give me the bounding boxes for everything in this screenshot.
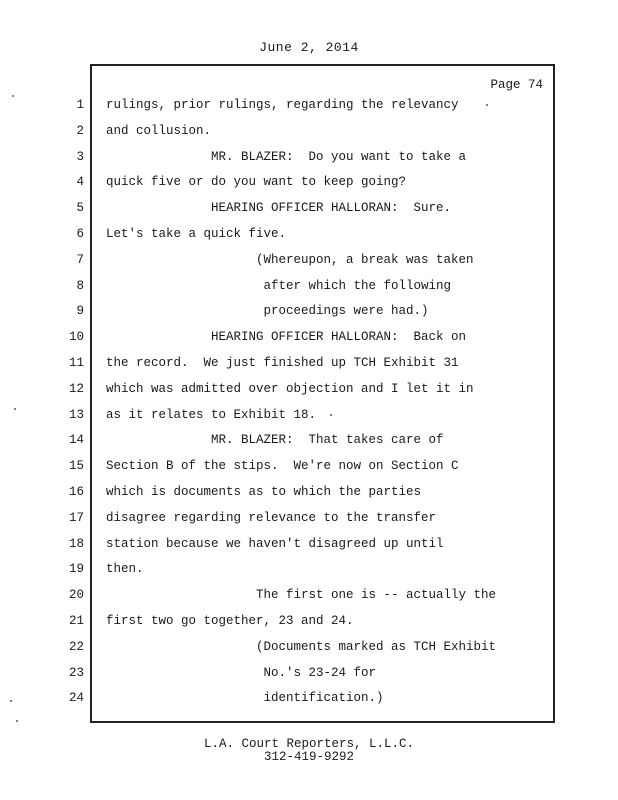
line-text: which was admitted over objection and I let it in: [106, 381, 474, 396]
transcript-line: [0, 532, 618, 558]
transcript-line: [0, 377, 618, 403]
scan-speck: [330, 414, 332, 416]
transcript-line: [0, 248, 618, 274]
transcript-line: [0, 428, 618, 454]
line-number: 21: [68, 613, 84, 628]
line-number: 23: [68, 665, 84, 680]
line-text: rulings, prior rulings, regarding the relevancy: [106, 98, 459, 112]
line-number: 6: [76, 226, 84, 241]
line-text: MR. BLAZER: Do you want to take a: [106, 149, 467, 164]
line-number: 11: [68, 355, 84, 370]
transcript-line: [0, 557, 618, 583]
line-number: 4: [76, 175, 84, 190]
transcript-line: [0, 325, 618, 351]
line-text: HEARING OFFICER HALLORAN: Sure.: [106, 201, 452, 216]
scan-speck: [16, 720, 18, 722]
transcript-line: [0, 222, 618, 248]
line-text: and collusion.: [106, 123, 212, 138]
transcript-line: [0, 583, 618, 609]
line-number: 22: [68, 639, 84, 654]
transcript-line: [0, 661, 618, 687]
line-number: 17: [68, 510, 84, 525]
transcript-line: [0, 480, 618, 506]
line-number: 8: [76, 278, 84, 293]
line-text: proceedings were had.): [106, 304, 429, 319]
line-text: after which the following: [106, 278, 452, 293]
line-text: HEARING OFFICER HALLORAN: Back on: [106, 330, 467, 345]
footer: [0, 738, 618, 764]
line-number: 12: [68, 381, 84, 396]
line-number: 20: [68, 588, 84, 603]
transcript-line: [0, 196, 618, 222]
page-number: Page 74: [490, 78, 543, 92]
line-number: 19: [68, 562, 84, 577]
transcript-line: [0, 299, 618, 325]
transcript-line: [0, 351, 618, 377]
scan-speck: [486, 104, 488, 106]
line-text: quick five or do you want to keep going?: [106, 175, 407, 190]
line-number: 1: [76, 98, 84, 112]
transcript-line: [0, 609, 618, 635]
line-number: 2: [76, 123, 84, 138]
line-number: 18: [68, 536, 84, 551]
line-text: first two go together, 23 and 24.: [106, 613, 354, 628]
line-number: 24: [68, 691, 84, 706]
line-text: (Whereupon, a break was taken: [106, 252, 474, 267]
line-text: which is documents as to which the parties: [106, 484, 422, 499]
line-text: (Documents marked as TCH Exhibit: [106, 639, 497, 654]
transcript-line: [0, 93, 618, 119]
line-text: as it relates to Exhibit 18.: [106, 407, 317, 422]
footer-phone: 312-419-9292: [263, 750, 354, 764]
footer-company: L.A. Court Reporters, L.L.C.: [203, 737, 415, 751]
line-text: The first one is -- actually the: [106, 588, 497, 603]
line-text: Let's take a quick five.: [106, 226, 287, 241]
scan-speck: [10, 700, 12, 702]
scan-speck: [14, 408, 16, 410]
line-number: 7: [76, 252, 84, 267]
line-text: identification.): [106, 691, 384, 706]
line-text: disagree regarding relevance to the transfer: [106, 510, 437, 525]
transcript-line: [0, 635, 618, 661]
transcript-date: June 2, 2014: [259, 40, 359, 55]
line-number: 10: [68, 330, 84, 345]
line-number: 5: [76, 201, 84, 216]
transcript-line: [0, 454, 618, 480]
transcript-line: [0, 145, 618, 171]
line-number: 9: [76, 304, 84, 319]
line-text: the record. We just finished up TCH Exhibit 31: [106, 355, 459, 370]
line-number: 15: [68, 459, 84, 474]
transcript-lines: [0, 93, 618, 712]
line-text: station because we haven't disagreed up until: [106, 536, 444, 551]
transcript-line: [0, 686, 618, 712]
line-number: 13: [68, 407, 84, 422]
transcript-line: [0, 119, 618, 145]
line-number: 14: [68, 433, 84, 448]
line-text: No.'s 23-24 for: [106, 665, 377, 680]
transcript-line: [0, 170, 618, 196]
scan-speck: [12, 95, 14, 97]
transcript-line: [0, 274, 618, 300]
line-text: Section B of the stips. We're now on Section C: [106, 459, 459, 474]
transcript-line: [0, 403, 618, 429]
line-number: 16: [68, 484, 84, 499]
line-number: 3: [76, 149, 84, 164]
transcript-line: [0, 506, 618, 532]
line-text: MR. BLAZER: That takes care of: [106, 433, 444, 448]
line-text: then.: [106, 562, 144, 577]
